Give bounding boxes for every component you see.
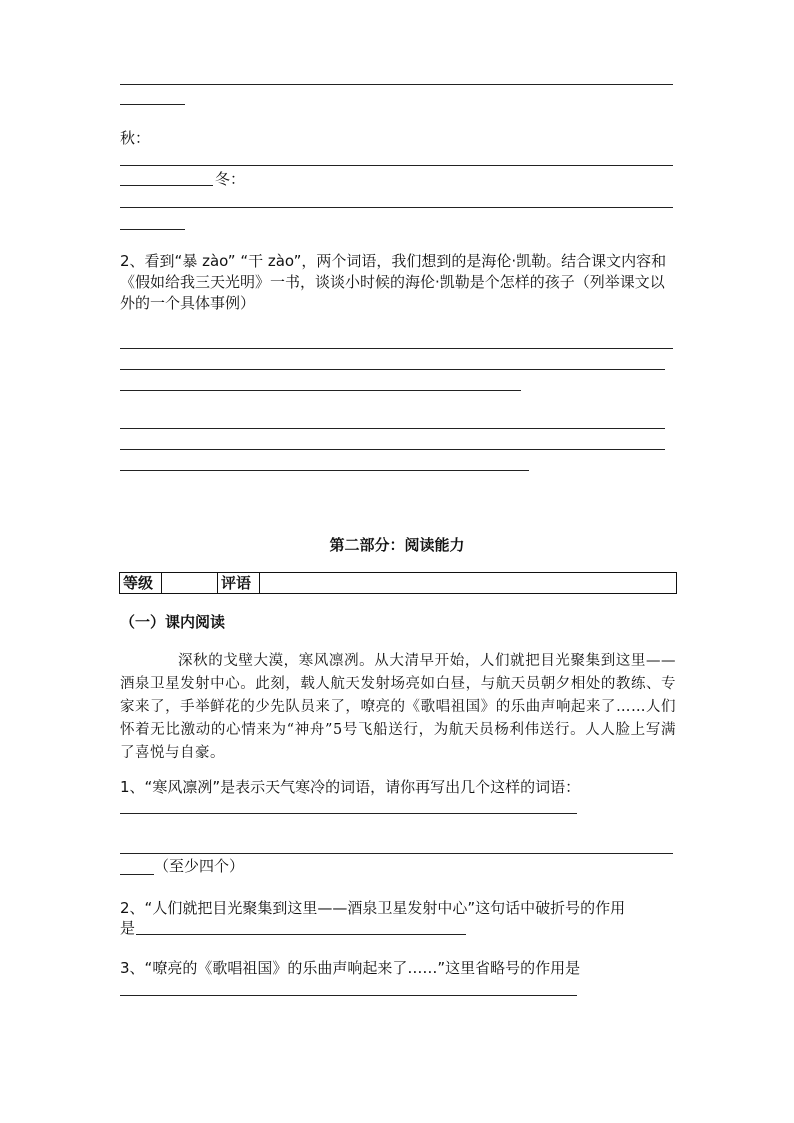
comment-label: 评语 [218,573,260,593]
question-1-suffix: （至少四个） [154,857,245,875]
question-2-line2: 是 [120,919,136,937]
answer-line [120,165,673,166]
autumn-label: 秋： [120,129,151,147]
answer-line [120,229,185,230]
answer-line [120,449,665,450]
answer-line [120,428,665,429]
answer-line [120,470,529,471]
answer-line [120,995,577,996]
answer-line [120,185,213,186]
answer-line [120,104,185,105]
passage-text: 深秋的戈壁大漠，寒风凛冽。从大清早开始，人们就把目光聚集到这里——酒泉卫星发射中心。此刻，载人航天发射场亮如白昼，与航天员朝夕相处的教练、专家来了，手举鲜花的少先队员来了，嘹亮的《歌唱祖国》的乐曲声响起来了……人们怀着无比激动的心情来为“神舟”5号飞船送行，为航天员杨利伟送行。人人脸上写满了喜悦与自豪。 [120,653,676,761]
part-title: 第二部分：阅读能力 [329,536,465,554]
answer-line [136,934,466,935]
grade-cell[interactable] [162,573,218,593]
question-2-line1: 2、“人们就把目光聚集到这里——酒泉卫星发射中心”这句话中破折号的作用 [120,899,626,917]
grade-table [119,572,677,594]
answer-line [120,348,673,349]
answer-line [120,84,673,85]
answer-line [120,853,673,854]
question-3: 3、“嘹亮的《歌唱祖国》的乐曲声响起来了……”这里省略号的作用是 [120,959,581,977]
answer-line [120,390,521,391]
grade-label: 等级 [120,573,162,593]
comment-cell[interactable] [260,573,676,593]
winter-label: 冬： [215,170,246,188]
question-1: 1、“寒风凛冽”是表示天气寒冷的词语，请你再写出几个这样的词语： [120,778,581,796]
answer-line [120,874,154,875]
answer-line [120,369,665,370]
reading-passage [120,650,676,765]
answer-line [120,813,577,814]
question-2-helen: 2、看到“暴 zào” “干 zào”，两个词语，我们想到的是海伦·凯勒。结合课文内容和《假如给我三天光明》一书，谈谈小时候的海伦·凯勒是个怎样的孩子（列举课文以外的一个具体事例） [120,252,667,312]
answer-line [120,207,673,208]
sub-heading: （一）课内阅读 [120,613,226,631]
